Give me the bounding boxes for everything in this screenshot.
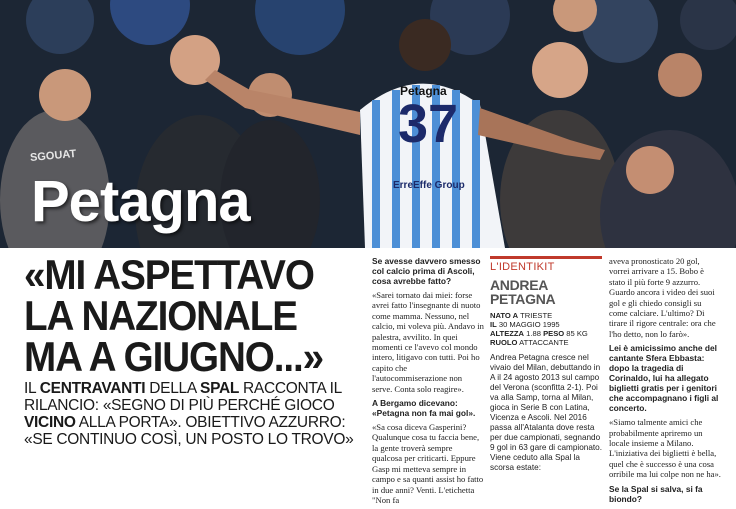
article-column-3 (609, 256, 721, 508)
hero-photo (0, 0, 736, 248)
subhead-bold: VICINO (24, 414, 76, 431)
fact-label: PESO (543, 329, 565, 338)
headline: «MI ASPETTAVO LA NAZIONALE MA A GIUGNO...» (24, 251, 324, 380)
interview-question: Se la Spal si salva, si fa biondo? (609, 483, 703, 504)
interview-question: Se avesse davvero smesso col calcio prima di Ascoli, cosa avrebbe fatto? (372, 256, 481, 286)
interview-answer: «Siamo talmente amici che probabilmente apriremo un locale insieme a Milano. L'iniziativa dei biglietti è bella, quel che è successo è una cosa orribile ma lui colpe non ne ha». (609, 417, 721, 480)
fan-shirt-text: SGOUAT (29, 148, 77, 164)
jersey-name: Petagna (400, 84, 447, 98)
identikit-box (490, 256, 602, 473)
subhead-bold: CENTRAVANTI (39, 380, 146, 397)
identikit-bio: Andrea Petagna cresce nel vivaio del Milan, debuttando in A il 24 agosto 2013 sul campo del Verona (sconfitta 2-1). Poi va alla Samp, torna al Milan, gioca in Serie B con Latina, Vicenza e Ascoli. Nel 2016 passa all'Atalanta dove resta per due campionati, segnando 9 gol in 63 gare di campionato. Viene ceduto alla Spal la scorsa estate: (490, 353, 602, 472)
interview-question: A Bergamo dicevano: «Petagna non fa mai gol». (372, 398, 476, 419)
article-column-1 (372, 256, 484, 509)
fact-value: 85 KG (566, 329, 588, 338)
fact-value: ATTACCANTE (519, 338, 569, 347)
fact-value: 1.88 (526, 329, 541, 338)
subhead-text: RACCONTA IL RILANCIO: «SEGNO DI PIÙ PERCHÉ GIOCO (24, 380, 342, 414)
interview-answer: «Sa cosa diceva Gasperini? Qualunque cosa tu faccia bene, la gente troverà sempre qualcosa per criticarti. Eppure Gasp mi metteva sempre in campo e sa quanti assist ho fatto in due anni? Venti. L'etichetta "Non fa (372, 422, 484, 505)
interview-answer: «Sarei tornato dai miei: forse avrei fatto l'insegnante di nuoto come mamma. Nessuno, nel calcio, mi voleva più. Andavo in palestra, avvilito. In quei momenti ce l'avevo col mondo intero, litigavo con tutti. Poi ho capito che l'autocommiserazione non serve. Conta solo reagire». (372, 290, 484, 394)
fact-label: IL (490, 320, 497, 329)
fact-label: NATO A (490, 311, 519, 320)
fact-label: ALTEZZA (490, 329, 525, 338)
identikit-facts (490, 311, 602, 347)
identikit-section-label: L'IDENTIKIT (490, 256, 602, 272)
fact-value: TRIESTE (520, 311, 553, 320)
subhead-text: DELLA (145, 380, 201, 397)
interview-question: Lei è amicissimo anche del cantante Sfera Ebbasta: dopo la tragedia di Corinaldo, lui ha allegato biglietti gratis per i genitori che accompagnano i figli al concerto. (609, 343, 719, 414)
fact-label: RUOLO (490, 338, 518, 347)
identikit-name: ANDREA PETAGNA (490, 277, 556, 307)
subhead-text: IL (24, 380, 40, 397)
subhead-text: ALLA PORTA». OBIETTIVO AZZURRO: «SE CONTINUO COSÌ, UN POSTO LO TROVO» (24, 414, 354, 448)
interview-answer: aveva pronosticato 20 gol, vorrei arrivare a 15. Bobo è stato il più forte 9 azzurro. Guardo ancora i video dei suoi gol e gli chiedo consigli su come calciare. L'ultimo? Di tirare il rigore centrale: ora che l'ho detto, non lo farò». (609, 256, 716, 339)
subheadline (24, 380, 362, 448)
jersey-sponsor: ErreEffe Group (393, 180, 465, 191)
jersey-number: 37 (398, 94, 459, 154)
subhead-bold: SPAL (200, 380, 240, 397)
fact-value: 30 MAGGIO 1995 (498, 320, 560, 329)
photo-overlay-title: Petagna (31, 169, 250, 234)
